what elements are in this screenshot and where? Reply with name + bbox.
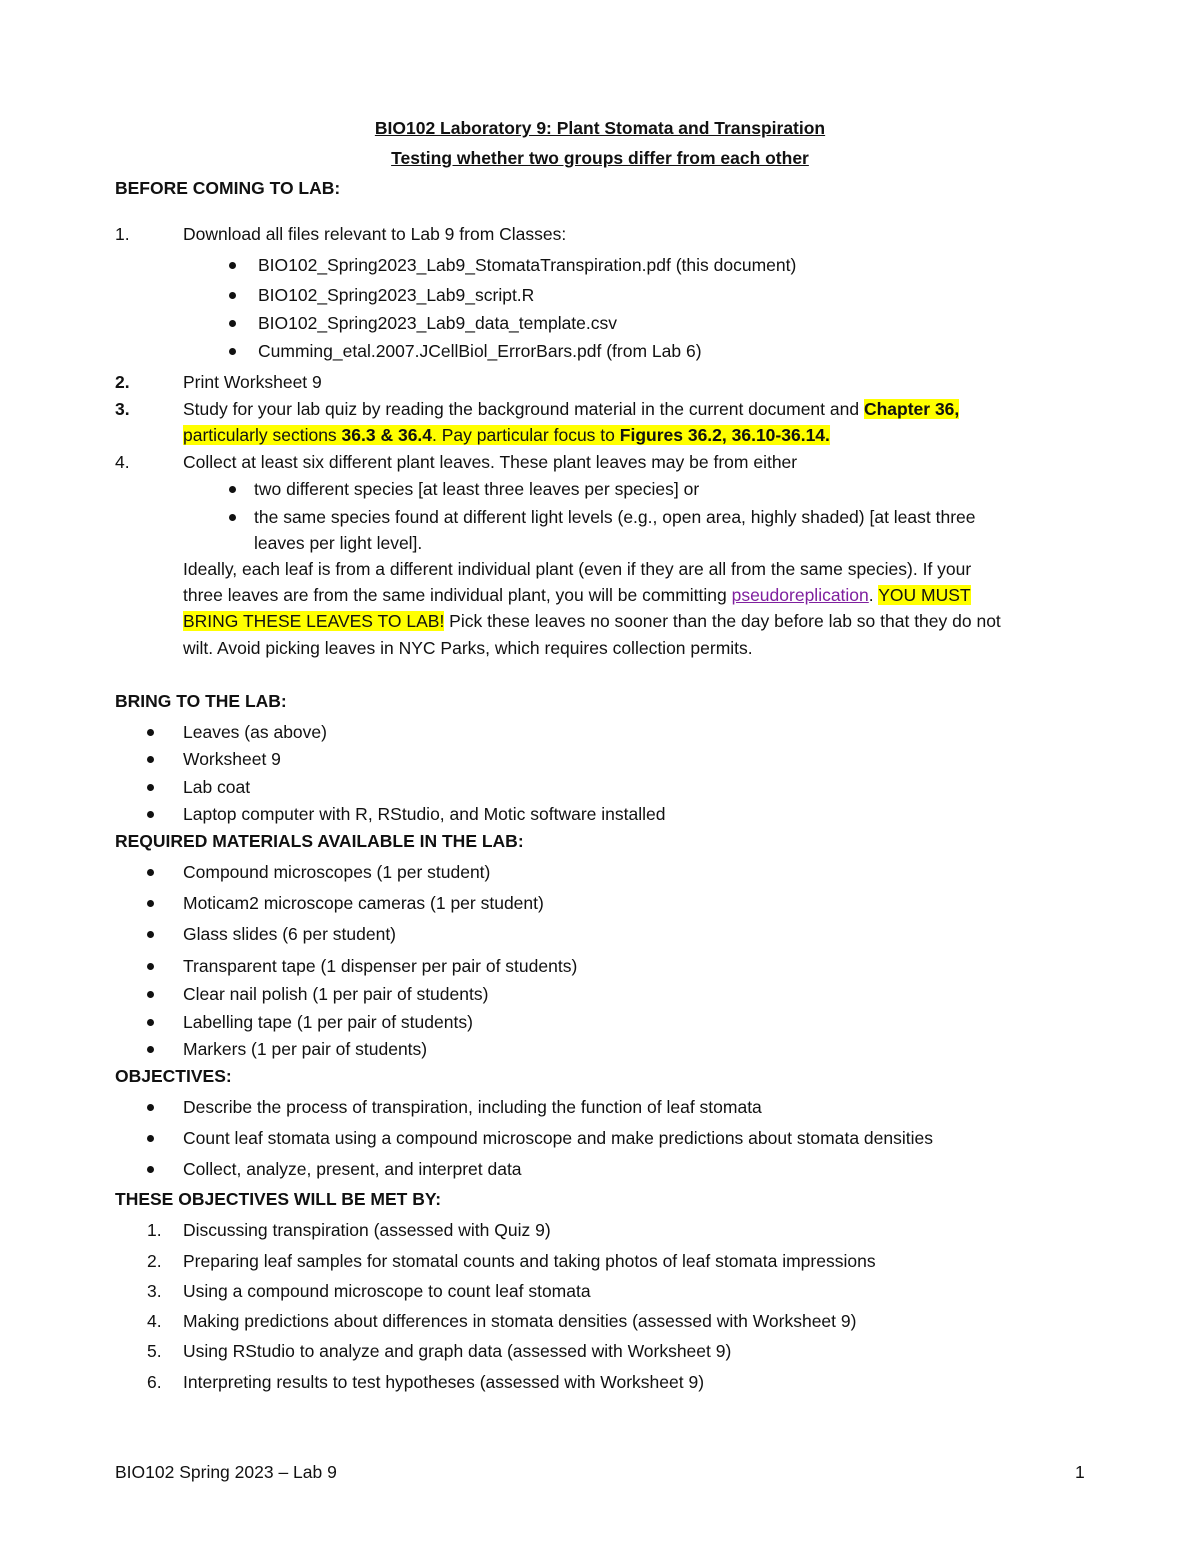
- material-item: Markers (1 per pair of students): [183, 1039, 428, 1059]
- objective-item: Collect, analyze, present, and interpret data: [183, 1159, 522, 1179]
- bring-leaves-highlight: BRING THESE LEAVES TO LAB!: [183, 611, 445, 631]
- step-4-text: Collect at least six different plant leaves. These plant leaves may be from either: [183, 452, 798, 472]
- step-3-text: Study for your lab quiz by reading the background material in the current document and: [183, 399, 864, 419]
- bring-item: Laptop computer with R, RStudio, and Motic software installed: [183, 804, 666, 824]
- step-4-number: 4.: [115, 452, 130, 472]
- document-subtitle: Testing whether two groups differ from each other: [391, 148, 809, 168]
- bullet-icon: [147, 1019, 154, 1026]
- leaf-note-line-4: wilt. Avoid picking leaves in NYC Parks, which requires collection permits.: [183, 638, 753, 658]
- bullet-icon: [147, 729, 154, 736]
- bullet-icon: [147, 1104, 154, 1111]
- bullet-icon: [229, 292, 236, 299]
- met-by-item: Using a compound microscope to count leaf stomata: [183, 1281, 591, 1301]
- step-3-line-1: [183, 398, 959, 420]
- leaf-option-2-line-2: leaves per light level].: [254, 533, 423, 553]
- chapter-36-highlight: Chapter 36,: [863, 399, 960, 419]
- step-3-number: 3.: [115, 399, 130, 419]
- bullet-icon: [229, 320, 236, 327]
- file-item: BIO102_Spring2023_Lab9_StomataTranspiration.pdf (this document): [258, 255, 797, 275]
- material-item: Transparent tape (1 dispenser per pair of students): [183, 956, 578, 976]
- bullet-icon: [229, 348, 236, 355]
- file-item: Cumming_etal.2007.JCellBiol_ErrorBars.pdf (from Lab 6): [258, 341, 702, 361]
- leaf-note-line-1: Ideally, each leaf is from a different individual plant (even if they are all from the same species). If your: [183, 559, 972, 579]
- objective-item: Count leaf stomata using a compound microscope and make predictions about stomata densities: [183, 1128, 934, 1148]
- met-by-number: 3.: [147, 1281, 162, 1301]
- bring-item: Lab coat: [183, 777, 251, 797]
- objective-item: Describe the process of transpiration, including the function of leaf stomata: [183, 1097, 762, 1117]
- bullet-icon: [147, 811, 154, 818]
- pseudoreplication-link[interactable]: pseudoreplication: [731, 585, 869, 605]
- step-1-text: Download all files relevant to Lab 9 from Classes:: [183, 224, 567, 244]
- file-item: BIO102_Spring2023_Lab9_data_template.csv: [258, 313, 618, 333]
- objectives-heading: OBJECTIVES:: [115, 1066, 232, 1086]
- bring-item: Worksheet 9: [183, 749, 281, 769]
- bullet-icon: [147, 963, 154, 970]
- bullet-icon: [229, 262, 236, 269]
- material-item: Moticam2 microscope cameras (1 per student): [183, 893, 544, 913]
- step-3-line-2: [183, 424, 830, 446]
- material-item: Clear nail polish (1 per pair of students): [183, 984, 489, 1004]
- met-by-number: 2.: [147, 1251, 162, 1271]
- material-item: Glass slides (6 per student): [183, 924, 397, 944]
- met-by-item: Preparing leaf samples for stomatal counts and taking photos of leaf stomata impressions: [183, 1251, 876, 1271]
- focus-highlight: . Pay particular focus to: [432, 425, 620, 445]
- bullet-icon: [147, 1135, 154, 1142]
- leaf-note-line-3: [183, 610, 1001, 632]
- sections-numbers: 36.3 & 36.4: [341, 425, 433, 445]
- bullet-icon: [147, 1046, 154, 1053]
- step-2-number: 2.: [115, 372, 130, 392]
- met-by-number: 6.: [147, 1372, 162, 1392]
- met-by-item: Using RStudio to analyze and graph data (assessed with Worksheet 9): [183, 1341, 732, 1361]
- bullet-icon: [229, 486, 236, 493]
- footer-course-label: BIO102 Spring 2023 – Lab 9: [115, 1462, 337, 1482]
- bullet-icon: [147, 1166, 154, 1173]
- leaf-note-timing: Pick these leaves no sooner than the day before lab so that they do not: [444, 611, 1001, 631]
- bullet-icon: [229, 514, 236, 521]
- leaf-note-period: .: [868, 585, 879, 605]
- bullet-icon: [147, 991, 154, 998]
- figures-highlight: Figures 36.2, 36.10-36.14.: [619, 425, 830, 445]
- met-by-item: Discussing transpiration (assessed with Quiz 9): [183, 1220, 551, 1240]
- leaf-option-2-line-1: the same species found at different light levels (e.g., open area, highly shaded) [at least three: [254, 507, 976, 527]
- met-by-number: 4.: [147, 1311, 162, 1331]
- met-by-heading: THESE OBJECTIVES WILL BE MET BY:: [115, 1189, 442, 1209]
- met-by-number: 1.: [147, 1220, 162, 1240]
- material-item: Compound microscopes (1 per student): [183, 862, 491, 882]
- you-must-highlight: YOU MUST: [878, 585, 971, 605]
- materials-heading: REQUIRED MATERIALS AVAILABLE IN THE LAB:: [115, 831, 524, 851]
- document-title: BIO102 Laboratory 9: Plant Stomata and Transpiration: [374, 118, 826, 138]
- bullet-icon: [147, 931, 154, 938]
- file-item: BIO102_Spring2023_Lab9_script.R: [258, 285, 535, 305]
- step-2-text: Print Worksheet 9: [183, 372, 322, 392]
- leaf-note-line-2: [183, 584, 971, 606]
- page-number: 1: [1075, 1462, 1085, 1482]
- met-by-number: 5.: [147, 1341, 162, 1361]
- material-item: Labelling tape (1 per pair of students): [183, 1012, 473, 1032]
- leaf-option-1: two different species [at least three leaves per species] or: [254, 479, 700, 499]
- met-by-item: Interpreting results to test hypotheses (assessed with Worksheet 9): [183, 1372, 705, 1392]
- bring-item: Leaves (as above): [183, 722, 327, 742]
- bullet-icon: [147, 900, 154, 907]
- bullet-icon: [147, 869, 154, 876]
- bullet-icon: [147, 784, 154, 791]
- bullet-icon: [147, 756, 154, 763]
- step-1-number: 1.: [115, 224, 130, 244]
- sections-highlight: particularly sections: [183, 425, 342, 445]
- bring-heading: BRING TO THE LAB:: [115, 691, 287, 711]
- leaf-note-text: three leaves are from the same individual plant, you will be committing: [183, 585, 732, 605]
- met-by-item: Making predictions about differences in stomata densities (assessed with Worksheet 9): [183, 1311, 857, 1331]
- before-lab-heading: BEFORE COMING TO LAB:: [115, 178, 341, 198]
